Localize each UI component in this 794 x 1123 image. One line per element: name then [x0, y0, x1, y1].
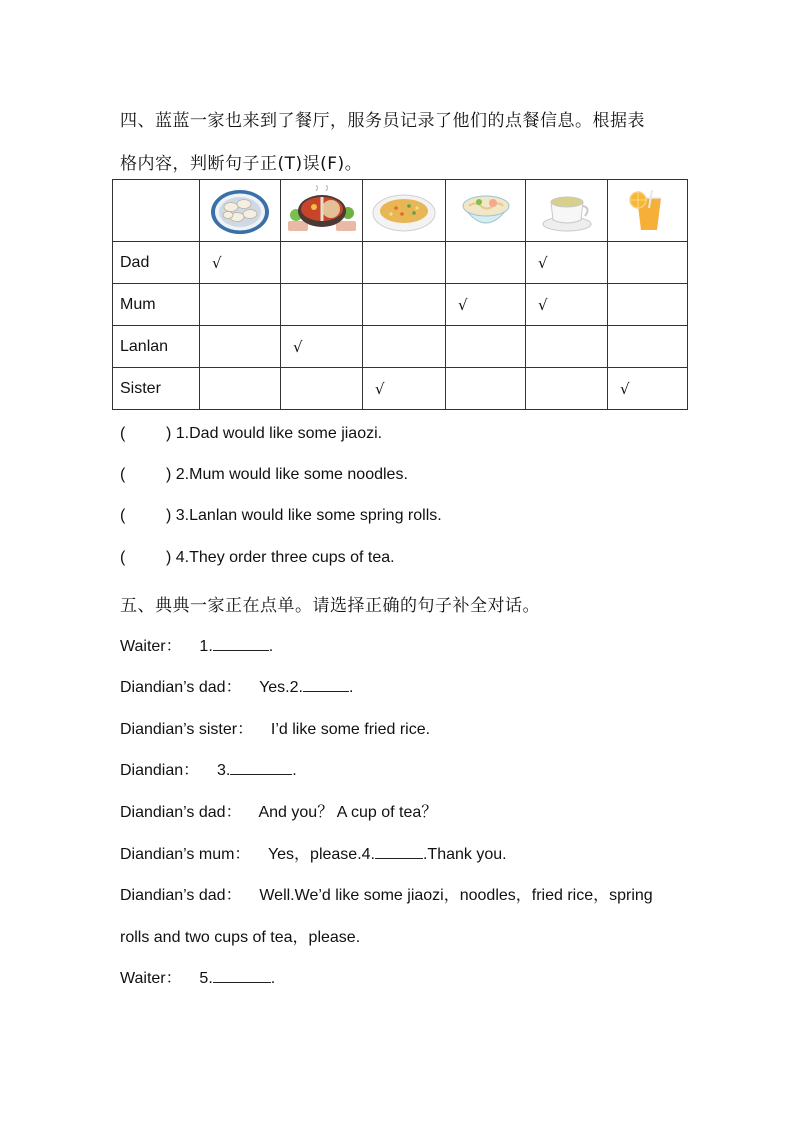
question-text: 2.Mum would like some noodles. [175, 466, 408, 483]
check-cell [608, 242, 688, 284]
hotpot-icon [286, 185, 358, 237]
table-row-sister [113, 368, 688, 410]
question-3 [120, 507, 442, 525]
blank-suffix: .Thank you. [422, 846, 507, 863]
check-cell [200, 326, 281, 368]
blank-prefix: 3. [216, 762, 231, 779]
order-table [112, 179, 688, 410]
check-cell: √ [363, 368, 446, 410]
answer-paren-close: ) [166, 466, 172, 483]
speaker: Diandian’s dad： [120, 804, 242, 821]
row-name-sister: Sister [113, 368, 200, 410]
check-cell [200, 284, 281, 326]
dialogue-text: Well.We’d like some jiaozi，noodles，fried rice，spring [259, 887, 653, 904]
blank-suffix: . [292, 762, 297, 779]
table-header-row [113, 180, 688, 242]
answer-blank-5[interactable] [213, 968, 271, 983]
table-row-mum [113, 284, 688, 326]
check-cell [363, 326, 446, 368]
check-cell: √ [200, 242, 281, 284]
answer-paren-open[interactable]: ( [120, 425, 126, 442]
answer-blank-1[interactable] [213, 636, 269, 651]
row-name-dad: Dad [113, 242, 200, 284]
speaker: Diandian’s sister： [120, 721, 254, 738]
food-cell-fried-rice [363, 180, 446, 242]
food-cell-juice [608, 180, 688, 242]
question-text: 4.They order three cups of tea. [175, 549, 395, 566]
row-name-mum: Mum [113, 284, 200, 326]
speaker: Diandian’s mum： [120, 846, 251, 863]
blank-suffix: . [348, 679, 354, 696]
section4-heading-line2: 格内容，判断句子正(T)误(F)。 [120, 154, 363, 174]
question-text: 1.Dad would like some jiaozi. [175, 425, 383, 442]
dialogue-line-2 [120, 674, 353, 697]
blank-prefix: Yes，please.4. [267, 846, 375, 863]
answer-blank-4[interactable] [375, 844, 423, 859]
blank-prefix: 1. [199, 638, 213, 655]
dialogue-line-8 [120, 924, 360, 947]
check-cell [281, 368, 363, 410]
table-row-dad [113, 242, 688, 284]
food-cell-hotpot [281, 180, 363, 242]
blank-suffix: . [270, 970, 276, 987]
question-4 [120, 549, 395, 567]
dialogue-text: I’d like some fried rice. [270, 721, 431, 738]
answer-paren-open[interactable]: ( [120, 507, 126, 524]
check-cell: √ [526, 242, 608, 284]
check-cell [526, 326, 608, 368]
speaker: Diandian’s dad： [120, 887, 242, 904]
check-cell [526, 368, 608, 410]
jiaozi-icon [209, 186, 271, 236]
dialogue-text: rolls and two cups of tea，please. [120, 929, 361, 946]
speaker: Diandian： [120, 762, 200, 779]
section4-heading-line1: 四、蓝蓝一家也来到了餐厅，服务员记录了他们的点餐信息。根据表 [120, 111, 645, 131]
dialogue-text: And you？ A cup of tea？ [258, 804, 438, 821]
dialogue-line-3 [120, 716, 430, 739]
table-corner-cell [113, 180, 200, 242]
fried-rice-icon [371, 188, 437, 234]
answer-blank-2[interactable] [303, 677, 349, 692]
dialogue-line-9 [120, 965, 275, 988]
check-cell [363, 242, 446, 284]
food-cell-tea [526, 180, 608, 242]
check-cell: √ [446, 284, 526, 326]
speaker: Diandian’s dad： [120, 679, 242, 696]
question-text: 3.Lanlan would like some spring rolls. [175, 507, 442, 524]
speaker: Waiter： [120, 638, 182, 655]
check-cell [281, 284, 363, 326]
answer-paren-close: ) [166, 549, 172, 566]
answer-blank-3[interactable] [230, 760, 292, 775]
check-cell [281, 242, 363, 284]
check-cell [608, 284, 688, 326]
dialogue-line-7 [120, 882, 653, 905]
juice-icon [625, 188, 671, 234]
answer-paren-close: ) [166, 507, 172, 524]
speaker: Waiter： [120, 970, 182, 987]
noodles-icon [459, 188, 513, 234]
blank-prefix: 5. [199, 970, 213, 987]
food-cell-jiaozi [200, 180, 281, 242]
answer-paren-close: ) [166, 425, 172, 442]
check-cell: √ [608, 368, 688, 410]
check-cell: √ [526, 284, 608, 326]
section5-heading: 五、典典一家正在点单。请选择正确的句子补全对话。 [120, 596, 540, 616]
question-1 [120, 425, 382, 443]
blank-prefix: Yes.2. [259, 679, 303, 696]
question-2 [120, 466, 408, 484]
answer-paren-open[interactable]: ( [120, 549, 126, 566]
dialogue-line-1 [120, 633, 273, 656]
dialogue-line-4 [120, 757, 297, 780]
check-cell [608, 326, 688, 368]
tea-icon [539, 188, 595, 234]
check-cell [446, 326, 526, 368]
dialogue-line-6 [120, 841, 507, 864]
row-name-lanlan: Lanlan [113, 326, 200, 368]
check-cell [363, 284, 446, 326]
check-cell [446, 242, 526, 284]
check-cell [200, 368, 281, 410]
food-cell-noodles [446, 180, 526, 242]
check-cell [446, 368, 526, 410]
blank-suffix: . [268, 638, 274, 655]
table-row-lanlan [113, 326, 688, 368]
check-cell: √ [281, 326, 363, 368]
answer-paren-open[interactable]: ( [120, 466, 126, 483]
dialogue-line-5 [120, 799, 437, 822]
